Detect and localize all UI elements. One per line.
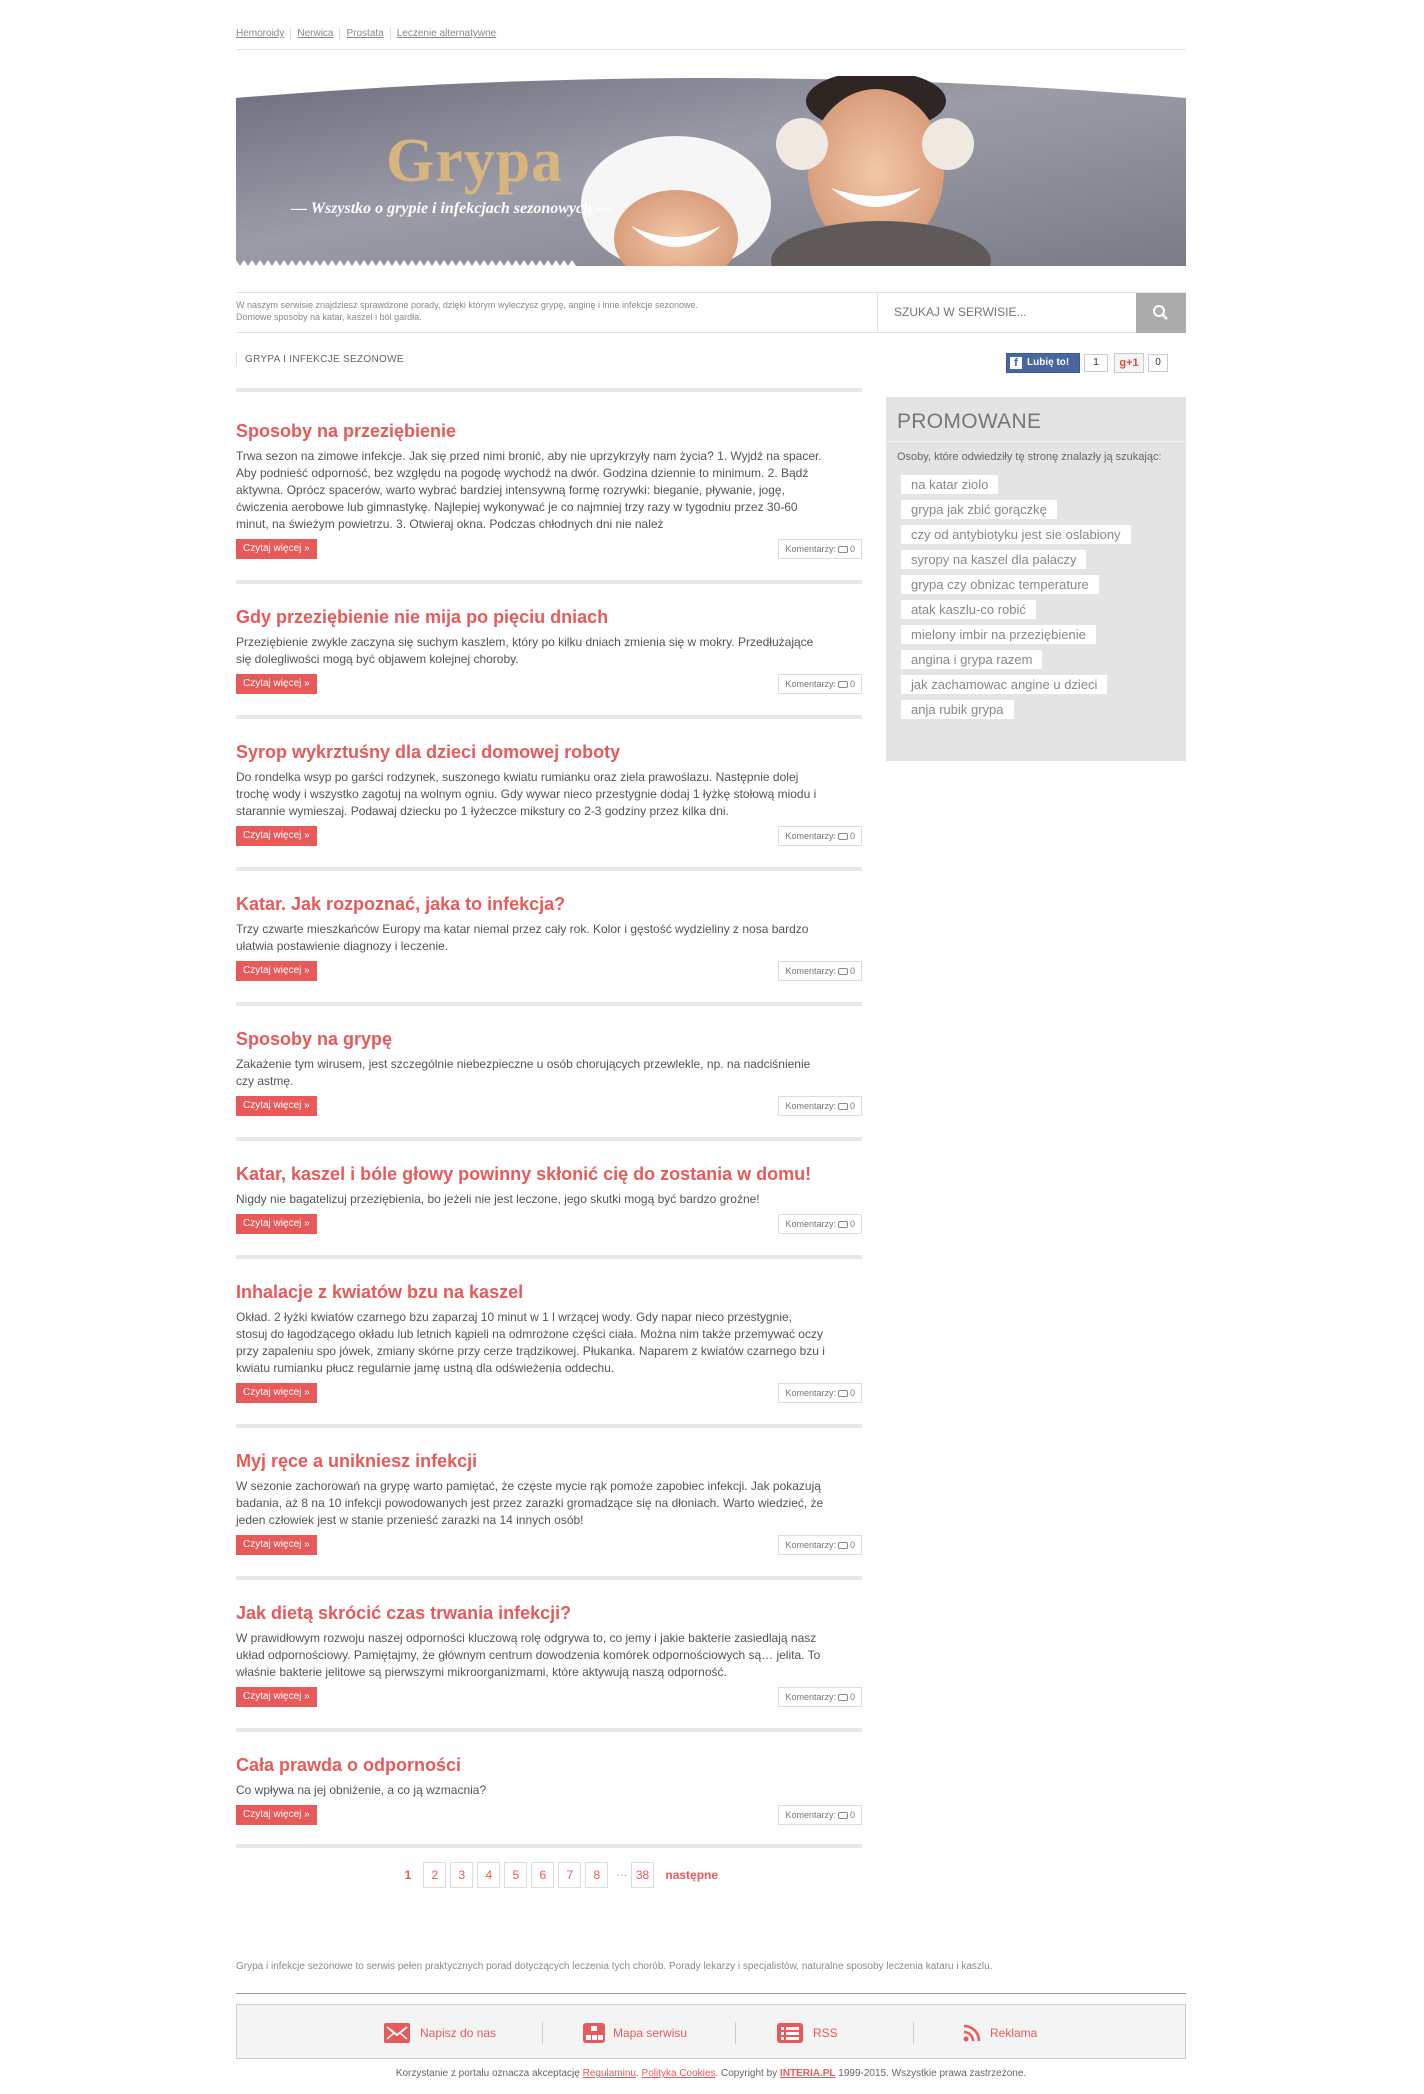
page-next-link[interactable]: następne bbox=[665, 1868, 719, 1882]
article-item bbox=[236, 1163, 862, 1234]
rss-icon bbox=[962, 2023, 988, 2043]
search-tag[interactable]: atak kaszlu-co robić bbox=[901, 600, 1036, 619]
article-excerpt: Trzy czwarte mieszkańców Europy ma katar niemal przez cały rok. Kolor i gęstość wydzieliny z nosa bardzo ułatwia postawienie diagnozy i leczenie. bbox=[236, 922, 809, 953]
footer-separator bbox=[735, 2022, 736, 2044]
read-more-button[interactable]: Czytaj więcej » bbox=[236, 826, 317, 846]
comments-link[interactable]: Komentarzy: 0 bbox=[778, 826, 862, 846]
article-footer bbox=[236, 1687, 862, 1707]
article-footer bbox=[236, 961, 862, 981]
footer-separator bbox=[542, 2022, 543, 2044]
comment-icon bbox=[838, 546, 848, 553]
sidebar-description: Osoby, które odwiedziły tę stronę znalazły ją szukając: bbox=[897, 451, 1162, 463]
sidebar-title: PROMOWANE bbox=[886, 397, 1186, 442]
footer-divider bbox=[236, 1993, 1186, 1994]
toplink-hemoroidy[interactable]: Hemoroidy bbox=[236, 28, 285, 39]
page-link[interactable]: 5 bbox=[504, 1862, 527, 1888]
search-tag[interactable]: anja rubik grypa bbox=[901, 700, 1014, 719]
copyright: Korzystanie z portalu oznacza akceptację Regulaminu. Polityka Cookies. Copyright by INTERIA.PL 1999-2015. Wszystkie prawa zastrzeżone. bbox=[395, 2068, 1027, 2079]
read-more-button[interactable]: Czytaj więcej » bbox=[236, 961, 317, 981]
info-search-bar bbox=[236, 292, 1186, 333]
page-link[interactable]: 6 bbox=[531, 1862, 554, 1888]
site-title: Grypa bbox=[386, 127, 564, 195]
search-tags bbox=[886, 465, 1186, 719]
terms-link[interactable]: Regulaminu bbox=[582, 2068, 636, 2079]
envelope-icon bbox=[384, 2023, 410, 2043]
list-icon bbox=[777, 2023, 803, 2043]
toplink-prostata[interactable]: Prostata bbox=[339, 28, 389, 40]
article-footer bbox=[236, 1805, 862, 1825]
comment-icon bbox=[838, 1694, 848, 1701]
article-item bbox=[236, 1602, 862, 1707]
page-ellipsis: … bbox=[615, 1865, 628, 1879]
article-footer bbox=[236, 539, 862, 559]
read-more-button[interactable]: Czytaj więcej » bbox=[236, 1687, 317, 1707]
facebook-like-count: 1 bbox=[1084, 354, 1108, 372]
article-title[interactable]: Sposoby na przeziębienie bbox=[236, 421, 457, 441]
article-excerpt: Przeziębienie zwykle zaczyna się suchym kaszlem, który po kilku dniach zmienia się w mokry. Przedłużające się dolegliwości mogą być objawem kolejnej choroby. bbox=[236, 635, 814, 666]
article-footer bbox=[236, 826, 862, 846]
article-item bbox=[236, 1450, 862, 1555]
page-link[interactable]: 4 bbox=[477, 1862, 500, 1888]
article-title[interactable]: Sposoby na grypę bbox=[236, 1029, 393, 1049]
article-excerpt: W prawidłowym rozwoju naszej odporności kluczową rolę odgrywa to, co jemy i jakie bakterie zasiedlają nasz układ odpornościowy. Pamiętajmy, że głównym centrum dowodzenia komórek odpornościowych są… jelita. To właśnie bakterie jelitowe są pierwszymi mikroorganizmami, które aktywują naszą odporność. bbox=[236, 1631, 821, 1679]
comments-link[interactable]: Komentarzy: 0 bbox=[778, 961, 862, 981]
comments-link[interactable]: Komentarzy: 0 bbox=[778, 1096, 862, 1116]
article-item bbox=[236, 1281, 862, 1403]
breadcrumb[interactable]: GRYPA I INFEKCJE SEZONOWE bbox=[236, 354, 404, 365]
comments-link[interactable]: Komentarzy: 0 bbox=[778, 1383, 862, 1403]
search-tag[interactable]: na katar ziolo bbox=[901, 475, 998, 494]
divider bbox=[236, 1137, 862, 1141]
google-plus-count: 0 bbox=[1148, 354, 1168, 372]
header-banner[interactable] bbox=[236, 76, 1186, 266]
article-excerpt: Co wpływa na jej obniżenie, a co ją wzmacnia? bbox=[236, 1783, 487, 1797]
banner-image bbox=[236, 76, 1186, 266]
comment-icon bbox=[838, 1221, 848, 1228]
search-tag[interactable]: grypa czy obnizac temperature bbox=[901, 575, 1099, 594]
google-plus-button[interactable]: g+1 bbox=[1114, 353, 1144, 373]
article-title[interactable]: Jak dietą skrócić czas trwania infekcji? bbox=[236, 1603, 572, 1623]
page-link[interactable]: 8 bbox=[585, 1862, 608, 1888]
article-excerpt: Nigdy nie bagatelizuj przeziębienia, bo jeżeli nie jest leczone, jego skutki mogą być bardzo groźne! bbox=[236, 1192, 760, 1206]
search-tag[interactable]: czy od antybiotyku jest sie oslabiony bbox=[901, 525, 1131, 544]
page-link[interactable]: 3 bbox=[450, 1862, 473, 1888]
comment-icon bbox=[838, 1812, 848, 1819]
divider bbox=[236, 1255, 862, 1259]
article-excerpt: Zakażenie tym wirusem, jest szczególnie niebezpieczne u osób chorujących przewlekle, np. na nadciśnienie czy astmę. bbox=[236, 1057, 811, 1088]
read-more-button[interactable]: Czytaj więcej » bbox=[236, 1096, 317, 1116]
article-title[interactable]: Katar. Jak rozpoznać, jaka to infekcja? bbox=[236, 894, 566, 914]
article-excerpt: Okład. 2 łyżki kwiatów czarnego bzu zaparzaj 10 minut w 1 l wrzącej wody. Gdy napar nieco przestygnie, stosuj do łagodzącego okładu lub letnich kąpieli na odmrożone części ciała. Można nim także przemywać oczy przy zapaleniu spo jówek, zmiany skórne przy cerze trądzikowej. Płukanka. Naparem z kwiatów czarnego bzu i kwiatu rumianku płucz regularnie jamę ustną dla odświeżenia oddechu. bbox=[236, 1310, 825, 1375]
read-more-button[interactable]: Czytaj więcej » bbox=[236, 674, 317, 694]
search-tag[interactable]: grypa jak zbić gorączkę bbox=[901, 500, 1057, 519]
article-title[interactable]: Syrop wykrztuśny dla dzieci domowej roboty bbox=[236, 742, 621, 762]
search-tag[interactable]: mielony imbir na przeziębienie bbox=[901, 625, 1096, 644]
article-item bbox=[236, 1754, 862, 1825]
article-footer bbox=[236, 1535, 862, 1555]
cookies-link[interactable]: Polityka Cookies bbox=[641, 2068, 716, 2079]
comment-icon bbox=[838, 1390, 848, 1397]
divider bbox=[236, 1002, 862, 1006]
site-subtitle: — Wszystko o grypie i infekcjach sezonowych — bbox=[291, 200, 613, 217]
article-footer bbox=[236, 1383, 862, 1403]
article-item bbox=[236, 741, 862, 846]
search-input[interactable] bbox=[878, 293, 1128, 331]
article-title[interactable]: Katar, kaszel i bóle głowy powinny skłonić cię do zostania w domu! bbox=[236, 1164, 812, 1184]
article-title[interactable]: Myj ręce a unikniesz infekcji bbox=[236, 1451, 478, 1471]
page-link[interactable]: 7 bbox=[558, 1862, 581, 1888]
search-button[interactable] bbox=[1136, 293, 1186, 333]
article-title[interactable]: Cała prawda o odporności bbox=[236, 1755, 462, 1775]
top-links bbox=[236, 28, 1186, 50]
divider bbox=[236, 388, 862, 392]
footer-contact-link[interactable]: Napisz do nas bbox=[384, 2022, 496, 2044]
article-item bbox=[236, 1028, 862, 1116]
comment-icon bbox=[838, 968, 848, 975]
comments-link[interactable]: Komentarzy: 0 bbox=[778, 1214, 862, 1234]
read-more-button[interactable]: Czytaj więcej » bbox=[236, 1535, 317, 1555]
page-current: 1 bbox=[404, 1868, 412, 1882]
read-more-button[interactable]: Czytaj więcej » bbox=[236, 1805, 317, 1825]
divider bbox=[236, 715, 862, 719]
footer-links bbox=[236, 2004, 1186, 2059]
article-excerpt: W sezonie zachorowań na grypę warto pamiętać, że częste mycie rąk pomoże zapobiec infekcji. Jak pokazują badania, aż 8 na 10 infekcji powodowanych jest przez zarazki gromadzące się na dłoniach. Warto wiedzieć, że jeden człowiek jest w stanie przenieść zarazki na 14 innych osób! bbox=[236, 1479, 824, 1527]
divider bbox=[236, 1424, 862, 1428]
page-link[interactable]: 2 bbox=[423, 1862, 446, 1888]
read-more-button[interactable]: Czytaj więcej » bbox=[236, 1383, 317, 1403]
sitemap-icon bbox=[583, 2023, 609, 2043]
comment-icon bbox=[838, 833, 848, 840]
divider bbox=[236, 867, 862, 871]
read-more-button[interactable]: Czytaj więcej » bbox=[236, 539, 317, 559]
article-item bbox=[236, 420, 862, 559]
article-title[interactable]: Inhalacje z kwiatów bzu na kaszel bbox=[236, 1282, 524, 1302]
article-footer bbox=[236, 674, 862, 694]
search-tag[interactable]: jak zachamowac angine u dzieci bbox=[901, 675, 1107, 694]
article-list bbox=[236, 388, 862, 1820]
search-tag[interactable]: angina i grypa razem bbox=[901, 650, 1042, 669]
promoted-sidebar bbox=[886, 397, 1186, 761]
divider bbox=[236, 1576, 862, 1580]
toplink-leczenie[interactable]: Leczenie alternatywne bbox=[390, 28, 503, 40]
pagination bbox=[396, 1862, 718, 1888]
search-tag[interactable]: syropy na kaszel dla palaczy bbox=[901, 550, 1086, 569]
search-icon bbox=[1136, 293, 1186, 333]
toplink-nerwica[interactable]: Nerwica bbox=[290, 28, 339, 40]
article-item bbox=[236, 606, 862, 694]
article-excerpt: Do rondelka wsyp po garści rodzynek, suszonego kwiatu rumianku oraz ziela prawoślazu. Następnie dolej trochę wody i wszystko zagotuj na wolnym ogniu. Gdy wywar nieco przestygnie dodaj 1 łyżkę stołową miodu i starannie wymieszaj. Podawaj dziecku po 1 łyżeczce mikstury co 2-3 godziny przez kilka dni. bbox=[236, 770, 817, 818]
comment-icon bbox=[838, 1542, 848, 1549]
comment-icon bbox=[838, 681, 848, 688]
footer-separator bbox=[913, 2022, 914, 2044]
comments-link[interactable]: Komentarzy: 0 bbox=[778, 1805, 862, 1825]
site-description: W naszym serwisie znajdziesz sprawdzone porady, dzięki którym wyleczysz grypę, anginę i inne infekcje sezonowe. Domowe sposoby na katar, kaszel i ból gardła. bbox=[236, 300, 699, 322]
comments-link[interactable]: Komentarzy: 0 bbox=[778, 674, 862, 694]
footer-rss-link[interactable]: RSS bbox=[777, 2022, 838, 2044]
divider bbox=[236, 1844, 862, 1848]
comments-link[interactable]: Komentarzy: 0 bbox=[778, 1687, 862, 1707]
page-last[interactable]: 38 bbox=[631, 1862, 654, 1888]
footer-ads-link[interactable]: Reklama bbox=[962, 2022, 1037, 2044]
interia-link[interactable]: INTERIA.PL bbox=[779, 2068, 836, 2079]
article-title[interactable]: Gdy przeziębienie nie mija po pięciu dniach bbox=[236, 607, 609, 627]
facebook-icon: f bbox=[1010, 357, 1022, 369]
article-footer bbox=[236, 1096, 862, 1116]
facebook-like-button[interactable]: f Lubię to! bbox=[1006, 353, 1080, 373]
footer-sitemap-link[interactable]: Mapa serwisu bbox=[583, 2022, 687, 2044]
divider bbox=[236, 1728, 862, 1732]
footer-description: Grypa i infekcje sezonowe to serwis pełen praktycznych porad dotyczących leczenia tych chorób. Porady lekarzy i specjalistów, naturalne sposoby leczenia kataru i kaszlu. bbox=[236, 1961, 993, 1972]
comments-link[interactable]: Komentarzy: 0 bbox=[778, 539, 862, 559]
divider bbox=[236, 580, 862, 584]
article-footer bbox=[236, 1214, 862, 1234]
comment-icon bbox=[838, 1103, 848, 1110]
search-box bbox=[877, 293, 1136, 333]
read-more-button[interactable]: Czytaj więcej » bbox=[236, 1214, 317, 1234]
article-item bbox=[236, 893, 862, 981]
article-excerpt: Trwa sezon na zimowe infekcje. Jak się przed nimi bronić, aby nie uprzykrzyły nam życia? 1. Wyjdź na spacer. Aby podnieść odporność, bez względu na pogodę wychodź na dwór. Godzina dziennie to minimum. 2. Bądź aktywna. Oprócz spacerów, warto wybrać bardziej intensywną formę rozrywki: bieganie, pływanie, jogę, ćwiczenia aerobowe lub gimnastykę. Najlepiej wykonywać je co najmniej trzy razy w tygodniu przez 30-60 minut, na świeżym powietrzu. 3. Otwieraj okna. Podczas chłodnych dni nie należ bbox=[236, 449, 822, 531]
comments-link[interactable]: Komentarzy: 0 bbox=[778, 1535, 862, 1555]
